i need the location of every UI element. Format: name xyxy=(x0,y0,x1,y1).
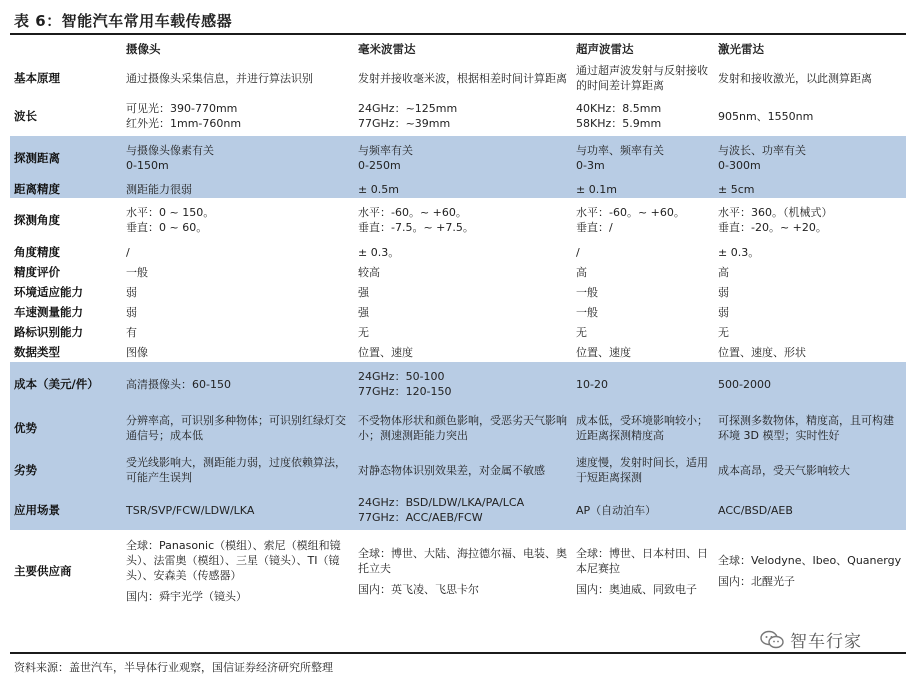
cell-line: 与功率、频率有关 xyxy=(576,144,664,157)
cell-line: 红外光：1mm-760nm xyxy=(126,117,242,130)
cell-line: 与频率有关 xyxy=(358,144,413,157)
table-cell xyxy=(122,136,354,180)
cell-line: ACC/BSD/AEB xyxy=(718,503,793,517)
cell-line: 发射并接收毫米波，根据相差时间计算距离 xyxy=(358,71,567,85)
cell-line: 位置、速度 xyxy=(576,345,631,359)
cell-line: 0-300m xyxy=(718,159,761,172)
cell-line: 一般 xyxy=(576,285,598,299)
table-cell xyxy=(572,136,714,180)
table-cell xyxy=(714,136,906,180)
table-title: 表 6：智能汽车常用车载传感器 xyxy=(14,12,233,30)
table-cell xyxy=(572,302,714,322)
cell-line: 0-150m xyxy=(126,159,169,172)
cell-line: 可见光：390-770mm xyxy=(126,102,238,115)
table-cell xyxy=(714,322,906,342)
table-cell xyxy=(572,450,714,490)
cell-line: 高 xyxy=(576,265,587,279)
table-cell xyxy=(354,96,572,136)
row-header: 基本原理 xyxy=(14,70,60,85)
cell-line: 无 xyxy=(358,325,369,339)
table-cell xyxy=(714,450,906,490)
cell-line: 测距能力很弱 xyxy=(126,182,192,196)
cell-line: 水平：-60。~ +60。 xyxy=(576,206,685,219)
source-note: 资料来源：盖世汽车，半导体行业观察，国信证券经济研究所整理 xyxy=(14,661,333,674)
table-cell xyxy=(714,530,906,612)
table-cell xyxy=(572,322,714,342)
table-row xyxy=(10,450,906,490)
cell-line: ± 5cm xyxy=(718,182,755,196)
cell-line: 0-250m xyxy=(358,159,401,172)
table-cell xyxy=(354,322,572,342)
cell-line: 可探测多数物体，精度高，且可构建环境 3D 模型；实时性好 xyxy=(718,414,894,442)
table-cell xyxy=(354,450,572,490)
cell-line: 全球：Velodyne、Ibeo、Quanergy xyxy=(718,554,902,567)
table-cell xyxy=(122,262,354,282)
table-row xyxy=(10,302,906,322)
table-cell xyxy=(122,490,354,530)
top-rule xyxy=(10,33,906,35)
table-row xyxy=(10,96,906,136)
table-cell xyxy=(572,282,714,302)
table-cell xyxy=(122,60,354,96)
table-row xyxy=(10,490,906,530)
table-row xyxy=(10,60,906,96)
table-cell xyxy=(572,490,714,530)
cell-line: 速度慢，发射时间长，适用于短距离探测 xyxy=(576,456,708,484)
cell-line: 位置、速度、形状 xyxy=(718,345,806,359)
cell-line: 10-20 xyxy=(576,377,608,391)
cell-line: 国内：奥迪威、同致电子 xyxy=(576,582,697,596)
watermark xyxy=(760,627,862,652)
table-cell xyxy=(122,362,354,406)
cell-line: 弱 xyxy=(126,305,137,319)
cell-line: 无 xyxy=(718,325,729,339)
table-cell xyxy=(354,406,572,450)
row-header: 距离精度 xyxy=(10,180,122,198)
cell-line: 分辨率高，可识别多种物体；可识别红绿灯交通信号；成本低 xyxy=(126,414,346,442)
table-cell xyxy=(122,96,354,136)
table-cell xyxy=(572,198,714,242)
row-header: 精度评价 xyxy=(14,264,60,279)
wechat-icon xyxy=(760,630,784,650)
header-cell: 摄像头 xyxy=(126,41,161,56)
row-header: 环境适应能力 xyxy=(14,284,83,299)
table-cell xyxy=(122,198,354,242)
header-cell xyxy=(10,38,122,60)
cell-line: 国内：北醒光子 xyxy=(718,575,795,588)
cell-line: 成本高昂，受天气影响较大 xyxy=(718,463,850,477)
header-row xyxy=(10,38,906,60)
table-row xyxy=(10,198,906,242)
cell-line: 较高 xyxy=(358,265,380,279)
cell-line: 通过摄像头采集信息，并进行算法识别 xyxy=(126,71,313,85)
cell-line: 全球：Panasonic（模组）、索尼（模组和镜头）、法雷奥（模组）、三星（镜头）、TI（镜头）、安森美（传感器） xyxy=(126,539,341,582)
cell-line: 905nm、1550nm xyxy=(718,109,814,123)
cell-line: 国内：英飞凌、飞思卡尔 xyxy=(358,582,479,596)
cell-line: 发射和接收激光，以此测算距离 xyxy=(718,71,872,85)
table-cell xyxy=(572,180,714,198)
table-cell xyxy=(122,530,354,612)
cell-line: 强 xyxy=(358,305,369,319)
table-cell xyxy=(122,406,354,450)
cell-line: 有 xyxy=(126,325,137,339)
row-header: 数据类型 xyxy=(14,344,60,359)
table-cell xyxy=(714,302,906,322)
table-cell xyxy=(572,530,714,612)
cell-line: 受光线影响大，测距能力弱，过度依赖算法，可能产生误判 xyxy=(126,456,346,484)
cell-line: 成本低，受环境影响较小；近距离探测精度高 xyxy=(576,414,708,442)
cell-line: ± 0.3。 xyxy=(358,245,400,259)
cell-line: 高 xyxy=(718,265,729,279)
table-cell xyxy=(572,242,714,262)
table-row xyxy=(10,262,906,282)
cell-line: 0-3m xyxy=(576,159,605,172)
watermark-text: 智车行家 xyxy=(790,632,862,652)
table-cell xyxy=(354,342,572,362)
sensor-table xyxy=(10,38,906,612)
cell-line: 高清摄像头：60-150 xyxy=(126,377,231,391)
cell-line: 国内：舜宇光学（镜头） xyxy=(126,590,247,603)
table-cell xyxy=(354,136,572,180)
cell-line: 500-2000 xyxy=(718,377,771,391)
cell-line: TSR/SVP/FCW/LDW/LKA xyxy=(126,503,255,517)
table-cell xyxy=(572,262,714,282)
cell-line: / xyxy=(126,245,130,259)
table-cell xyxy=(122,450,354,490)
row-header: 应用场景 xyxy=(10,490,122,530)
table-row xyxy=(10,406,906,450)
cell-line: 不受物体形状和颜色影响，受恶劣天气影响小；测速测距能力突出 xyxy=(358,414,567,442)
cell-line: 垂直：0 ~ 60。 xyxy=(126,221,208,234)
row-header: 优势 xyxy=(10,406,122,450)
table-cell xyxy=(354,262,572,282)
cell-line: 无 xyxy=(576,325,587,339)
cell-line: 垂直：/ xyxy=(576,221,613,234)
cell-line: 全球：博世、大陆、海拉德尔福、电装、奥托立夫 xyxy=(358,546,567,575)
table-cell xyxy=(354,180,572,198)
cell-line: 垂直：-7.5。~ +7.5。 xyxy=(358,221,474,234)
cell-line: 全球：博世、日本村田、日本尼赛拉 xyxy=(576,546,708,575)
table-cell xyxy=(714,490,906,530)
cell-line: 24GHz：~125mm xyxy=(358,102,458,115)
table-cell xyxy=(572,406,714,450)
cell-line: 与摄像头像素有关 xyxy=(126,144,214,157)
cell-line: 一般 xyxy=(576,305,598,319)
row-header: 主要供应商 xyxy=(14,563,72,578)
row-header: 角度精度 xyxy=(14,244,60,259)
table-cell xyxy=(122,282,354,302)
cell-line: 弱 xyxy=(718,305,729,319)
table-cell xyxy=(354,490,572,530)
cell-line: ± 0.1m xyxy=(576,182,617,196)
table-cell xyxy=(122,322,354,342)
table-cell xyxy=(354,60,572,96)
table-row xyxy=(10,362,906,406)
cell-line: 水平：360。（机械式） xyxy=(718,206,833,219)
table-row xyxy=(10,530,906,612)
row-header: 劣势 xyxy=(10,450,122,490)
cell-line: ± 0.3。 xyxy=(718,245,760,259)
cell-line: AP（自动泊车） xyxy=(576,503,657,517)
table-cell xyxy=(572,96,714,136)
cell-line: 对静态物体识别效果差，对金属不敏感 xyxy=(358,463,545,477)
header-cell: 超声波雷达 xyxy=(576,41,634,56)
table-cell xyxy=(122,342,354,362)
table-cell xyxy=(354,242,572,262)
table-cell xyxy=(354,362,572,406)
table-cell xyxy=(572,342,714,362)
cell-line: 垂直：-20。~ +20。 xyxy=(718,221,827,234)
cell-line: 强 xyxy=(358,285,369,299)
cell-line: 24GHz：BSD/LDW/LKA/PA/LCA xyxy=(358,496,525,509)
table-cell xyxy=(714,262,906,282)
table-cell xyxy=(714,96,906,136)
row-header: 路标识别能力 xyxy=(14,324,83,339)
cell-line: 通过超声波发射与反射接收的时间差计算距离 xyxy=(576,64,708,92)
table-cell xyxy=(572,362,714,406)
table-cell xyxy=(714,342,906,362)
cell-line: ± 0.5m xyxy=(358,182,399,196)
table-cell xyxy=(714,282,906,302)
cell-line: 弱 xyxy=(718,285,729,299)
table-cell xyxy=(122,302,354,322)
cell-line: 一般 xyxy=(126,265,148,279)
table-cell xyxy=(714,60,906,96)
cell-line: 水平：-60。~ +60。 xyxy=(358,206,467,219)
cell-line: 58KHz：5.9mm xyxy=(576,117,662,130)
table-cell xyxy=(714,198,906,242)
header-cell: 激光雷达 xyxy=(718,41,764,56)
cell-line: 77GHz：~39mm xyxy=(358,117,451,130)
table-row xyxy=(10,242,906,262)
table-cell xyxy=(714,362,906,406)
table-row xyxy=(10,136,906,180)
row-header: 波长 xyxy=(14,108,37,123)
cell-line: 图像 xyxy=(126,345,148,359)
cell-line: 24GHz：50-100 xyxy=(358,370,445,383)
table-row xyxy=(10,180,906,198)
table-cell xyxy=(714,242,906,262)
row-header: 成本（美元/件） xyxy=(10,362,122,406)
cell-line: 与波长、功率有关 xyxy=(718,144,806,157)
cell-line: 位置、速度 xyxy=(358,345,413,359)
cell-line: 弱 xyxy=(126,285,137,299)
table-row xyxy=(10,322,906,342)
cell-line: 40KHz：8.5mm xyxy=(576,102,662,115)
table-cell xyxy=(122,242,354,262)
table-cell xyxy=(572,60,714,96)
cell-line: 77GHz：ACC/AEB/FCW xyxy=(358,511,483,524)
table-cell xyxy=(122,180,354,198)
table-cell xyxy=(714,406,906,450)
row-header: 车速测量能力 xyxy=(14,304,83,319)
bottom-rule xyxy=(10,652,906,654)
table-cell xyxy=(354,282,572,302)
header-cell: 毫米波雷达 xyxy=(358,41,416,56)
cell-line: 77GHz：120-150 xyxy=(358,385,452,398)
table-row xyxy=(10,342,906,362)
cell-line: 水平：0 ~ 150。 xyxy=(126,206,215,219)
row-header: 探测角度 xyxy=(14,212,60,227)
table-cell xyxy=(354,198,572,242)
row-header: 探测距离 xyxy=(10,136,122,180)
table-cell xyxy=(354,302,572,322)
cell-line: / xyxy=(576,245,580,259)
table-cell xyxy=(714,180,906,198)
table-cell xyxy=(354,530,572,612)
table-row xyxy=(10,282,906,302)
